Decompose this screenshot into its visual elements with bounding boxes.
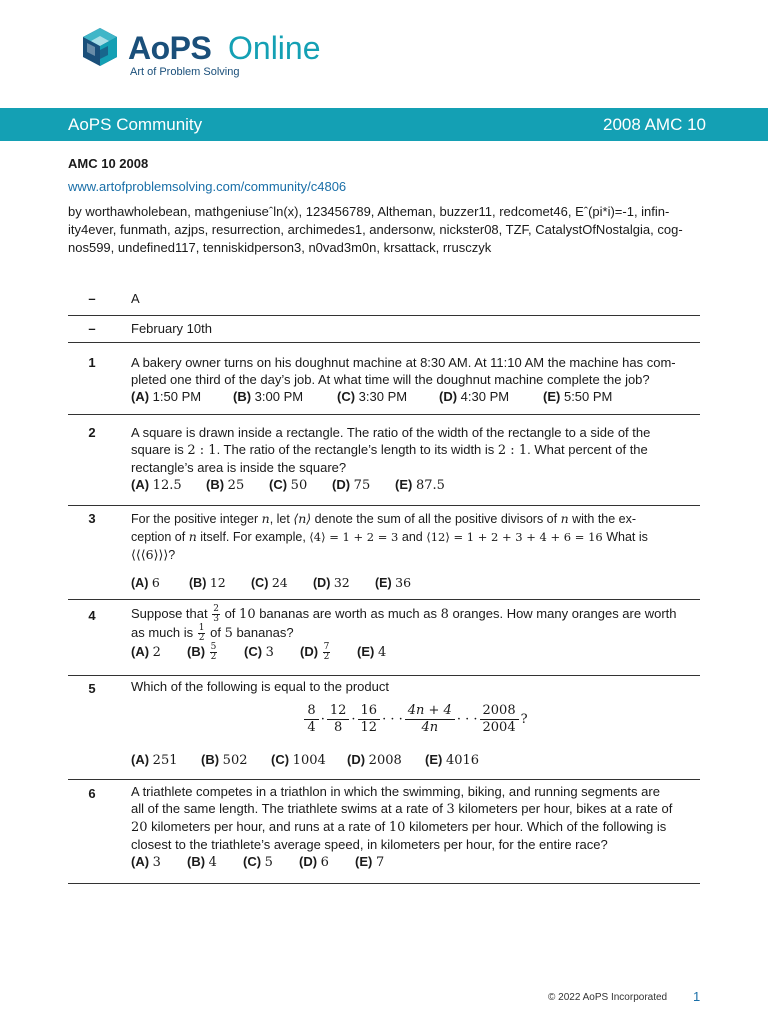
choice-b: (B) 12 <box>189 575 226 590</box>
choice-d: (D) 75 <box>332 477 371 493</box>
choice-c: (C) 3:30 PM <box>337 389 408 404</box>
problem-row <box>68 414 700 506</box>
choice-e: (E) 7 <box>355 854 385 870</box>
authors-line: nos599, undefined117, tenniskidperson3, n0vad3m0n, krsattack, rrusczyk <box>68 240 492 255</box>
problem-row <box>68 599 700 676</box>
problem-line: Suppose that $\frac{2}{3}$ of 10 bananas are worth as much as 8 oranges. How many oranges are worth <box>131 604 677 625</box>
date-row <box>68 315 700 343</box>
choice-e: (E) 5:50 PM <box>543 389 613 404</box>
section-label: A <box>131 291 140 306</box>
authors-line: by worthawholebean, mathgeniuseˆln(x), 123456789, Altheman, buzzer11, redcomet46, Eˆ(pi*i)=-1, infin- <box>68 204 670 219</box>
choice-c: (C) 50 <box>269 477 308 493</box>
problem-line: closest to the triathlete’s average speed, in kilometers per hour, for the entire race? <box>131 837 608 852</box>
problem-number: 3 <box>88 511 96 526</box>
problem-text <box>131 605 699 662</box>
problem-number: 1 <box>88 355 96 370</box>
banner-community-label: AoPS Community <box>68 115 203 134</box>
choice-b: (B) 4 <box>187 854 217 870</box>
problem-row <box>68 779 700 884</box>
answer-choices <box>131 853 699 871</box>
problem-row <box>68 505 700 600</box>
problem-text <box>131 678 699 769</box>
row-marker: – <box>88 321 96 336</box>
authors-line: ity4ever, funmath, azjps, resurrection, archimedes1, andersonw, nickster08, TZF, CatalystOfNostalgia, cog- <box>68 222 683 237</box>
problem-line: A square is drawn inside a rectangle. The ratio of the width of the rectangle to a side of the <box>131 425 651 440</box>
contest-url-link[interactable]: www.artofproblemsolving.com/community/c4806 <box>68 179 347 194</box>
choice-c: (C) 3 <box>244 644 274 661</box>
problem-number: 4 <box>88 608 96 623</box>
problem-line: A triathlete competes in a triathlon in which the swimming, biking, and running segments are <box>131 784 660 799</box>
problem-line: square is 2 : 1. The ratio of the rectangle’s length to its width is 2 : 1. What percent of the <box>131 442 648 458</box>
footer-copyright: © 2022 AoPS Incorporated <box>548 992 668 1003</box>
choice-c: (C) 1004 <box>271 752 326 768</box>
problem-line: A bakery owner turns on his doughnut machine at 8:30 AM. At 11:10 AM the machine has com- <box>131 355 676 370</box>
date-label: February 10th <box>131 321 212 336</box>
aops-logo-icon <box>79 26 121 68</box>
contest-title: AMC 10 2008 <box>68 156 149 171</box>
choice-a: (A) 12.5 <box>131 477 182 493</box>
choice-a: (A) 251 <box>131 752 178 768</box>
problem-text <box>131 783 699 871</box>
choice-d: (D) $\frac{7}{2}$ <box>300 642 330 663</box>
choice-b: (B) 502 <box>201 752 248 768</box>
problem-text <box>131 354 699 405</box>
problem-line: as much is $\frac{1}{2}$ of 5 bananas? <box>131 623 294 644</box>
choice-a: (A) 3 <box>131 854 161 870</box>
problem-line: 20 kilometers per hour, and runs at a rate of 10 kilometers per hour. Which of the following is <box>131 819 667 835</box>
authors-list <box>68 203 702 257</box>
problem-line: pleted one third of the day’s job. At what time will the doughnut machine complete the job? <box>131 372 650 387</box>
problem-line: For the positive integer n, let ⟨n⟩ denote the sum of all the positive divisors of n with the ex- <box>131 511 637 526</box>
problem-number: 2 <box>88 425 96 440</box>
answer-choices <box>131 476 699 494</box>
problem-text <box>131 424 699 494</box>
answer-choices <box>131 751 699 769</box>
choice-e: (E) 36 <box>375 575 412 590</box>
choice-d: (D) 2008 <box>347 752 402 768</box>
problem-row <box>68 342 700 415</box>
choice-a: (A) 2 <box>131 644 161 661</box>
choice-b: (B) 25 <box>206 477 245 493</box>
choice-a: (A) 6 <box>131 575 160 590</box>
problem-line: rectangle’s area is inside the square? <box>131 460 347 475</box>
choice-d: (D) 6 <box>299 854 329 870</box>
choice-e: (E) 87.5 <box>395 477 445 493</box>
problem-line: ⟨⟨⟨6⟩⟩⟩? <box>131 547 176 562</box>
choice-c: (C) 24 <box>251 575 288 590</box>
choice-c: (C) 5 <box>243 854 273 870</box>
answer-choices <box>131 388 699 405</box>
choice-e: (E) 4016 <box>425 752 480 768</box>
banner-contest-label: 2008 AMC 10 <box>602 115 706 134</box>
problem-number: 5 <box>88 681 96 696</box>
row-marker: – <box>88 291 96 306</box>
logo-tagline: Art of Problem Solving <box>130 66 240 78</box>
choice-b: (B) 3:00 PM <box>233 389 304 404</box>
problem-number: 6 <box>88 786 96 801</box>
problem-text <box>131 510 699 592</box>
problem-line: ception of n itself. For example, ⟨4⟩ = 1 + 2 = 3 and ⟨12⟩ = 1 + 2 + 3 + 4 + 6 = 16 What is <box>131 529 648 544</box>
choice-e: (E) 4 <box>357 644 387 661</box>
choice-a: (A) 1:50 PM <box>131 389 202 404</box>
fraction: $\frac{1}{2}$ <box>198 623 205 644</box>
section-row <box>68 288 700 316</box>
logo-wordmark-online: Online <box>228 30 321 66</box>
fraction: $\frac{2}{3}$ <box>213 604 219 625</box>
community-banner <box>0 108 768 141</box>
page-number: 1 <box>693 989 701 1004</box>
answer-choices <box>131 574 699 592</box>
choice-b: (B) $\frac{5}{2}$ <box>187 642 217 663</box>
problem-row <box>68 675 700 780</box>
product-expression: $\frac{8}{4}$ · $\frac{12}{8}$ · $\frac{16}{12}$ · · · $\frac{4n + 4}{4n}$ · · · $\frac{2008}{2004}$ ? <box>131 703 699 745</box>
logo-wordmark: AoPS <box>128 30 212 66</box>
answer-choices <box>131 643 699 662</box>
problem-line: all of the same length. The triathlete swims at a rate of 3 kilometers per hour, bikes at a rate of <box>131 801 673 817</box>
choice-d: (D) 4:30 PM <box>439 389 510 404</box>
problem-line: Which of the following is equal to the product <box>131 679 389 694</box>
choice-d: (D) 32 <box>313 575 350 590</box>
